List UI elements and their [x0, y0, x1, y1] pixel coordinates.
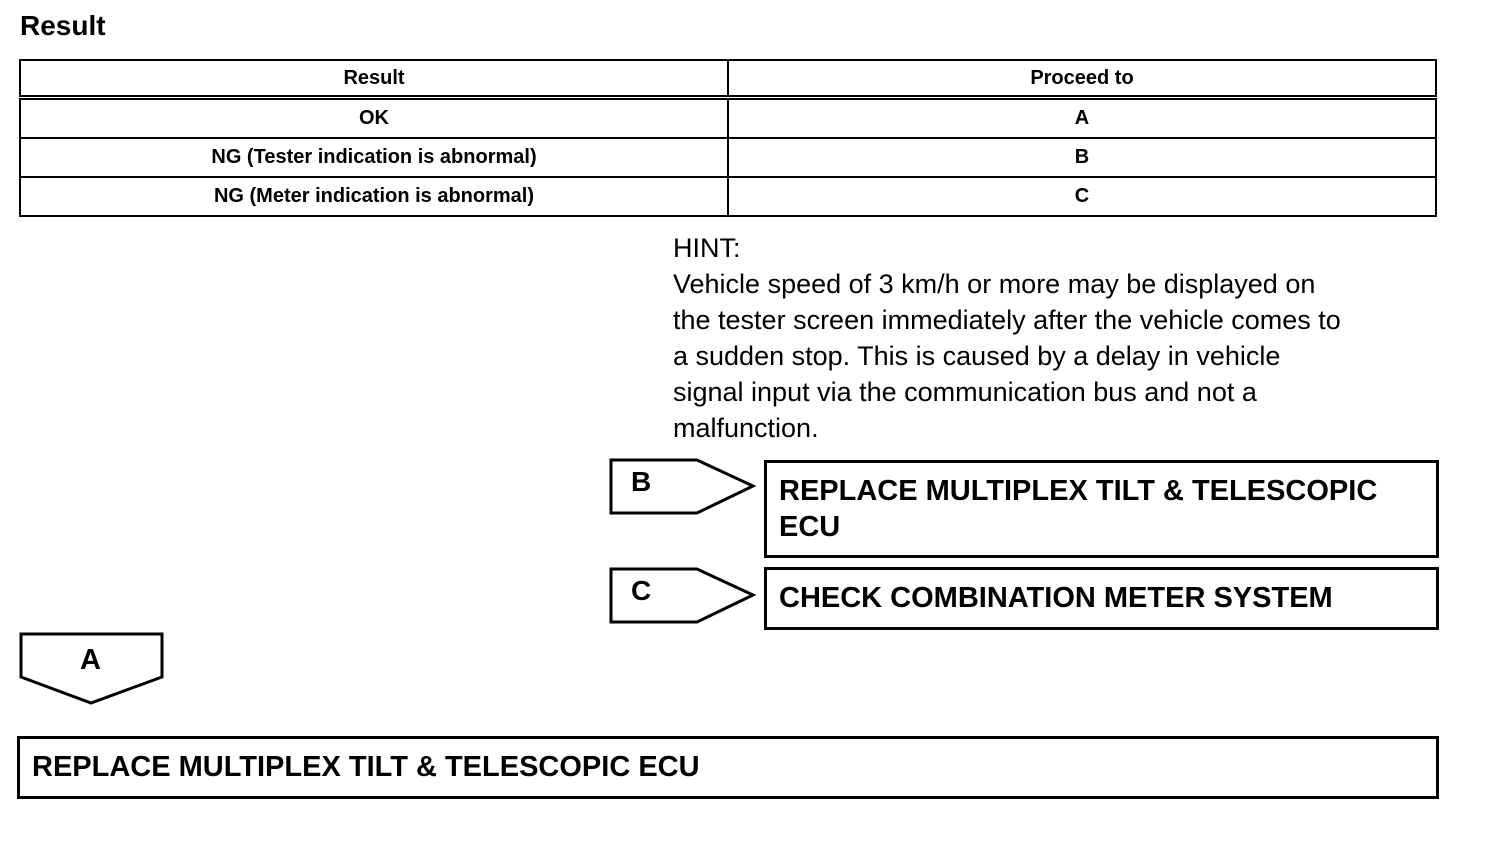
main-action-box[interactable] [17, 736, 1439, 799]
branch-a-label: A [80, 644, 101, 676]
proceed-cell: C [728, 177, 1436, 216]
action-line: CHECK COMBINATION METER SYSTEM [779, 582, 1333, 614]
branch-b-label: B [631, 466, 652, 497]
table-header-row [20, 60, 1436, 98]
result-cell: NG (Tester indication is abnormal) [20, 138, 728, 177]
hint-line: Vehicle speed of 3 km/h or more may be displayed on [673, 269, 1316, 299]
hint-block [673, 230, 1453, 446]
section-heading: Result [20, 10, 106, 41]
branch-c-action-box[interactable] [764, 567, 1439, 630]
branch-b-action-box[interactable] [764, 460, 1439, 558]
action-line: REPLACE MULTIPLEX TILT & TELESCOPIC ECU [32, 751, 700, 783]
action-line: ECU [779, 511, 841, 543]
result-cell: OK [20, 98, 728, 139]
action-line: REPLACE MULTIPLEX TILT & TELESCOPIC [779, 475, 1378, 507]
branch-b-arrow[interactable] [609, 458, 757, 516]
table-row [20, 177, 1436, 216]
branch-a-arrow[interactable] [19, 632, 164, 705]
hint-line: signal input via the communication bus and not a [673, 377, 1257, 407]
hint-line: a sudden stop. This is caused by a delay in vehicle [673, 341, 1281, 371]
proceed-cell: B [728, 138, 1436, 177]
hint-line: the tester screen immediately after the vehicle comes to [673, 305, 1341, 335]
table-row [20, 98, 1436, 139]
result-cell: NG (Meter indication is abnormal) [20, 177, 728, 216]
proceed-cell: A [728, 98, 1436, 139]
result-table [19, 59, 1437, 217]
hint-title: HINT: [673, 233, 741, 263]
header-proceed-to: Proceed to [728, 60, 1436, 98]
table-row [20, 138, 1436, 177]
header-result: Result [20, 60, 728, 98]
branch-c-label: C [631, 575, 652, 606]
hint-line: malfunction. [673, 413, 819, 443]
branch-c-arrow[interactable] [609, 567, 757, 625]
